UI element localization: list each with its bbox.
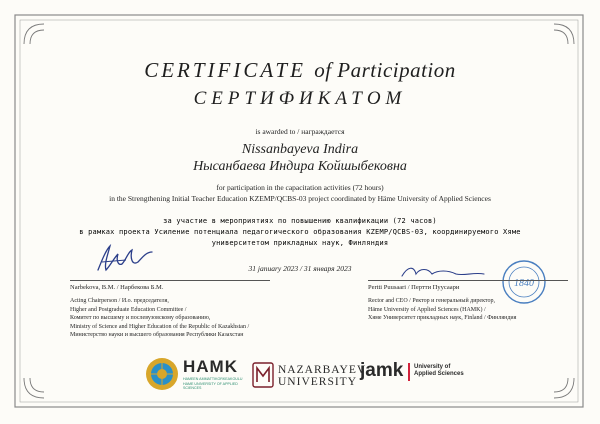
signatory-right-block [368, 280, 568, 323]
jamk-subtitle [414, 364, 464, 378]
nu-wordmark-line1: NAZARBAYEV [278, 364, 367, 376]
nazarbayev-university-emblem-icon [252, 362, 274, 388]
role-line: Higher and Postgraduate Education Committee / [70, 306, 187, 313]
body-en-line2: in the Strengthening Initial Teacher Education KZEMP/QCBS-03 project coordinated by Häme University of Applied Sciences [109, 194, 491, 203]
signatory-left-name: Narbekova, B.M. / Нарбекова Б.М. [70, 284, 164, 291]
role-line: Комитет по высшему и послевузовскому образованию, [70, 315, 211, 321]
hamk-wordmark: HAMK [183, 357, 238, 376]
certificate-title-ru: СЕРТИФИКАТОМ [193, 88, 407, 109]
signature-right [398, 262, 488, 282]
body-ru-line1: за участие в мероприятиях по повышению квалификации (72 часов) [163, 217, 437, 225]
body-ru-line2: в рамках проекта Усиление потенциала педагогического образования KZEMP/QCBS-03, координируемого Хяме [79, 228, 521, 236]
signatory-left-role [70, 297, 270, 340]
signature-line-right [368, 280, 568, 281]
jamk-logo [360, 360, 403, 382]
jamk-wordmark: jamk [360, 360, 404, 381]
recipient-name-en: Nissanbayeva Indira [241, 142, 359, 157]
signatory-right-role [368, 297, 568, 323]
issue-date: 31 january 2023 / 31 января 2023 [248, 264, 352, 273]
role-line: Министерство науки и высшего образования Республики Казахстан [70, 332, 244, 338]
nazarbayev-university-logo [278, 364, 366, 388]
recipient-name-block [0, 141, 600, 175]
body-en-line1: for participation in the capacitation activities (72 hours) [216, 183, 384, 192]
certificate-title [0, 58, 600, 83]
kazakhstan-emblem-icon [144, 356, 180, 392]
partner-logos [0, 352, 600, 402]
role-line: Häme University of Applied Sciences (HAMK) / [368, 306, 486, 313]
title-certificate: CERTIFICATE [144, 58, 306, 82]
body-ru-line3: университетом прикладных наук, Финляндия [211, 239, 389, 247]
signatory-right-name: Pertti Puusaari / Пертти Пуусаари [368, 284, 460, 291]
jamk-divider [408, 363, 410, 381]
recipient-name-ru: Нысанбаева Индира Койшыбековна [193, 159, 407, 174]
signatory-left-block [70, 280, 270, 340]
jamk-subtitle-2: Applied Sciences [414, 371, 464, 377]
role-line: Хяме Университет прикладных наук, Finland / Финляндия [368, 315, 517, 321]
stamp-year: 1840 [514, 278, 534, 289]
hamk-subtitle-1: HAMEEN AMMATTIKORKEAKOULU [183, 377, 243, 381]
jamk-subtitle-1: University of [414, 364, 451, 370]
role-line: Rector and CEO / Ректор и генеральный директор, [368, 298, 495, 304]
nu-wordmark-line2: UNIVERSITY [278, 376, 357, 388]
role-line: Ministry of Science and Higher Education of the Republic of Kazakhstan / [70, 323, 250, 330]
signature-left [92, 240, 162, 276]
awarded-to-label: is awarded to / награждается [255, 127, 345, 136]
hamk-subtitle-2: HAME UNIVERSITY OF APPLIED SCIENCES [183, 381, 238, 390]
signature-line-left [70, 280, 270, 281]
role-line: Acting Chairperson / И.о. председателя, [70, 298, 169, 304]
title-of-participation: of Participation [314, 58, 456, 82]
hamk-logo [183, 357, 245, 391]
